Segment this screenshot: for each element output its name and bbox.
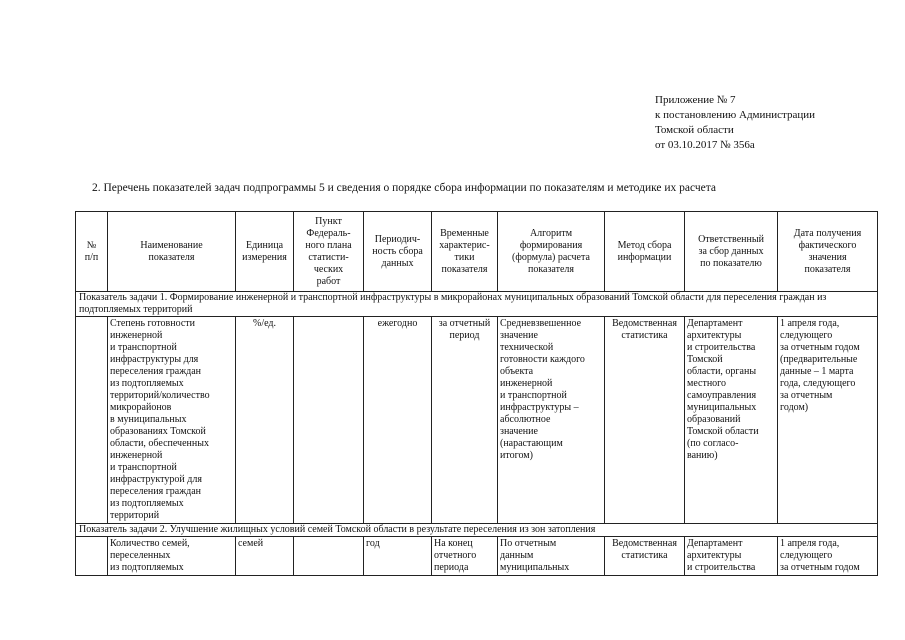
appendix-line: Томской области — [655, 124, 734, 136]
header-periodicity: Периодич- ность сбора данных — [364, 212, 432, 292]
appendix-line: от 03.10.2017 № 356а — [655, 139, 755, 151]
cell-fed-plan — [294, 537, 364, 576]
cell-periodicity: ежегодно — [364, 317, 432, 524]
cell-fed-plan — [294, 317, 364, 524]
header-unit: Единица измерения — [236, 212, 294, 292]
cell-responsible: Департамент архитектуры и строительства — [685, 537, 778, 576]
cell-num — [76, 317, 108, 524]
cell-algorithm: По отчетным данным муниципальных — [498, 537, 605, 576]
section-1-title: Показатель задачи 1. Формирование инженерной и транспортной инфраструктуры в микрорайонах муниципальных образований Томской области для переселения граждан из подтопляемых территорий — [76, 292, 878, 317]
table-row — [76, 537, 878, 576]
appendix-line: Приложение № 7 — [655, 94, 736, 106]
cell-periodicity: год — [364, 537, 432, 576]
appendix-block — [655, 93, 815, 153]
cell-date: 1 апреля года, следующего за отчетным годом (предварительные данные – 1 марта года, следующего за отчетным годом) — [778, 317, 878, 524]
header-num: № п/п — [76, 212, 108, 292]
cell-unit: %/ед. — [236, 317, 294, 524]
section-2-title: Показатель задачи 2. Улучшение жилищных условий семей Томской области в результате переселения из зон затопления — [76, 524, 878, 537]
header-algorithm: Алгоритм формирования (формула) расчета показателя — [498, 212, 605, 292]
header-row — [76, 212, 878, 292]
table-row — [76, 317, 878, 524]
cell-time: На конец отчетного периода — [432, 537, 498, 576]
cell-method: Ведомственная статистика — [605, 317, 685, 524]
cell-algorithm: Средневзвешенное значение технической готовности каждого объекта инженерной и транспортной инфраструктуры – абсолютное значение (нарастающим итогом) — [498, 317, 605, 524]
cell-date: 1 апреля года, следующего за отчетным годом — [778, 537, 878, 576]
document-title: 2. Перечень показателей задач подпрограммы 5 и сведения о порядке сбора информации по показателям и методике их расчета — [92, 182, 717, 194]
header-fed-plan: Пункт Федераль- ного плана статисти- ческих работ — [294, 212, 364, 292]
cell-responsible: Департамент архитектуры и строительства Томской области, органы местного самоуправления муниципальных образований Томской области (по согласо- ванию) — [685, 317, 778, 524]
appendix-line: к постановлению Администрации — [655, 109, 816, 121]
cell-method: Ведомственная статистика — [605, 537, 685, 576]
header-time: Временные характерис- тики показателя — [432, 212, 498, 292]
cell-unit: семей — [236, 537, 294, 576]
section-row — [76, 292, 878, 317]
header-name: Наименование показателя — [108, 212, 236, 292]
cell-num — [76, 537, 108, 576]
cell-name: Степень готовности инженерной и транспортной инфраструктуры для переселения граждан из подтопляемых территорий/количество микрорайонов в муниципальных образованиях Томской области, обеспеченных инженерной и транспортной инфраструктурой для переселения граждан из подтопляемых территорий — [108, 317, 236, 524]
header-date: Дата получения фактического значения показателя — [778, 212, 878, 292]
cell-name: Количество семей, переселенных из подтопляемых — [108, 537, 236, 576]
header-responsible: Ответственный за сбор данных по показателю — [685, 212, 778, 292]
indicators-table — [75, 211, 878, 576]
header-method: Метод сбора информации — [605, 212, 685, 292]
section-row — [76, 524, 878, 537]
cell-time: за отчетный период — [432, 317, 498, 524]
